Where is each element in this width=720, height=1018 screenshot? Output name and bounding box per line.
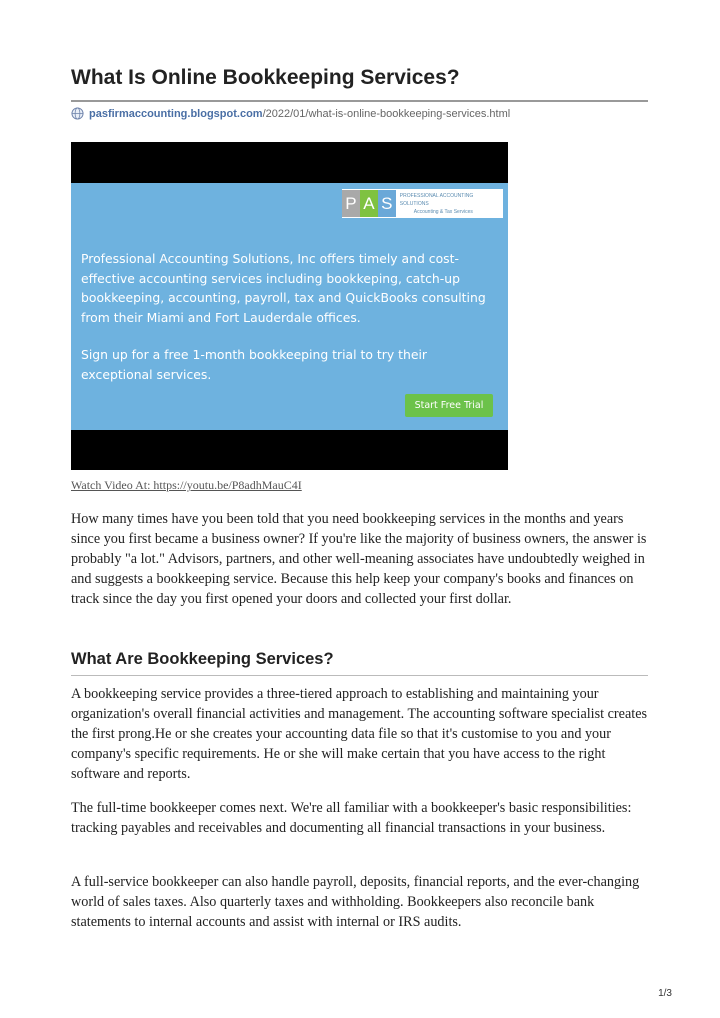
source-path[interactable]: /2022/01/what-is-online-bookkeeping-services.html xyxy=(262,107,511,120)
logo-line-1: PROFESSIONAL ACCOUNTING SOLUTIONS xyxy=(399,192,474,207)
video-frame xyxy=(71,183,508,430)
body-paragraph-1: A bookkeeping service provides a three-tiered approach to establishing and maintaining your organization's overall financial activities and management. The accounting software specialist creates the first prong.He or she creates your accounting data file so that it's customise to you and your company's specific requirements. He or she will make certain that you have access to the right software and reports. xyxy=(71,686,648,782)
video-player[interactable] xyxy=(71,142,508,470)
logo-letter-s: S xyxy=(378,190,396,217)
logo-text xyxy=(400,192,503,216)
globe-icon xyxy=(71,107,84,120)
watch-video-link[interactable]: Watch Video At: https://youtu.be/P8adhMauC4I xyxy=(71,478,302,492)
pas-logo xyxy=(342,189,503,218)
start-free-trial-button[interactable]: Start Free Trial xyxy=(405,394,493,417)
body-paragraph-3: A full-service bookkeeper can also handle payroll, deposits, financial reports, and the ever-changing world of sales taxes. Also quarterly taxes and withholding. Bookkeepers also reconcile bank statements to internal accounts and assist with internal or IRS audits. xyxy=(71,874,640,930)
page-title: What Is Online Bookkeeping Services? xyxy=(71,66,460,89)
logo-letter-p: P xyxy=(342,190,360,217)
source-domain[interactable]: pasfirmaccounting.blogspot.com xyxy=(89,107,263,120)
body-paragraph-2: The full-time bookkeeper comes next. We're all familiar with a bookkeeper's basic responsibilities: tracking payables and receivables and documenting all financial transactions in your business. xyxy=(71,800,632,836)
title-divider xyxy=(71,100,648,102)
logo-letter-a: A xyxy=(360,190,378,217)
section-heading: What Are Bookkeeping Services? xyxy=(71,650,334,668)
intro-paragraph: How many times have you been told that you need bookkeeping services in the months and years since you first became a business owner? If you're like the majority of business owners, the answer is probably "a lot." Advisors, partners, and other well-meaning associates have undoubtedly weighed in and suggests a bookkeeping service. Because this help keep your company's books and finances on track since the day you first opened your doors and collected your first dollar. xyxy=(71,511,647,607)
source-link[interactable] xyxy=(71,107,510,120)
section-divider xyxy=(71,675,648,676)
promo-text-1: Professional Accounting Solutions, Inc offers timely and cost-effective accounting services including bookkeping, catch-up bookkeeping, accounting, payroll, tax and QuickBooks consulting from their Miami and Fort Lauderdale offices. xyxy=(81,251,486,325)
promo-text-2: Sign up for a free 1-month bookkeeping trial to try their exceptional services. xyxy=(81,347,427,382)
page-number: 1/3 xyxy=(658,988,672,999)
logo-line-2: Accounting & Tax Services xyxy=(413,208,473,215)
